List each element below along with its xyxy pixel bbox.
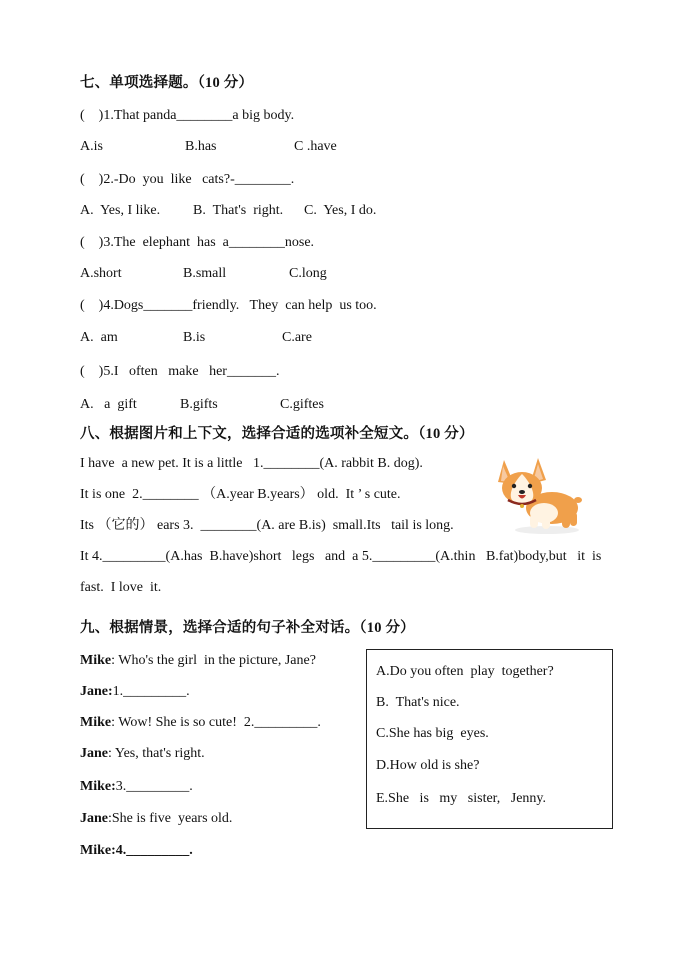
- dialog-text: 3._________.: [115, 779, 193, 794]
- q5-option-c: C.giftes: [280, 397, 324, 412]
- passage-line-2: It is one 2.________ （A.year B.years） old. It ’ s cute.: [80, 487, 401, 502]
- dialog-text: : Who's the girl in the picture, Jane?: [111, 653, 316, 668]
- question-1: ( )1.That panda________a big body.: [80, 108, 295, 123]
- q2-option-a: A. Yes, I like.: [80, 203, 161, 218]
- dialog-text: : Wow! She is so cute! 2._________.: [111, 715, 321, 730]
- dialog-text: _________.: [126, 843, 193, 858]
- dialog-text: : Yes, that's right.: [108, 746, 205, 761]
- q1-option-a: A.is: [80, 139, 103, 154]
- q4-option-a: A. am: [80, 330, 118, 345]
- dialog-line-2: [80, 683, 190, 701]
- passage-line-4: It 4._________(A.has B.have)short legs and a 5._________(A.thin B.fat)body,but it is: [80, 549, 602, 564]
- option-e: E.She is my sister, Jenny.: [376, 791, 547, 806]
- speaker: Mike: [80, 715, 112, 730]
- option-c: C.She has big eyes.: [376, 726, 489, 741]
- option-a: A.Do you often play together?: [376, 664, 554, 679]
- speaker: Mike:: [80, 779, 116, 794]
- dialog-line-6: [80, 810, 232, 828]
- speaker: Mike: [80, 653, 112, 668]
- dialog-text: :She is five years old.: [108, 811, 233, 826]
- question-4: ( )4.Dogs_______friendly. They can help us too.: [80, 298, 377, 313]
- passage-line-5: fast. I love it.: [80, 580, 162, 595]
- section8-heading: 八、根据图片和上下文，选择合适的选项补全短文。（10 分）: [80, 426, 474, 442]
- dialog-line-3: [80, 714, 321, 732]
- q3-option-b: B.small: [183, 266, 227, 281]
- question-2: ( )2.-Do you like cats?-________.: [80, 172, 295, 187]
- speaker: Jane:: [80, 684, 113, 699]
- speaker: Mike:4.: [80, 843, 127, 858]
- q4-option-b: B.is: [183, 330, 206, 345]
- q4-option-c: C.are: [282, 330, 312, 345]
- q2-option-b: B. That's right.: [193, 203, 284, 218]
- q3-option-c: C.long: [289, 266, 327, 281]
- dialog-line-5: [80, 778, 193, 796]
- q2-option-c: C. Yes, I do.: [304, 203, 377, 218]
- q1-option-b: B.has: [185, 139, 217, 154]
- dialog-line-4: [80, 745, 205, 763]
- passage-line-3: Its （它的） ears 3. ________(A. are B.is) small.Its tail is long.: [80, 518, 454, 533]
- q1-option-c: C .have: [294, 139, 337, 154]
- section7-heading: 七、单项选择题。（10 分）: [80, 75, 254, 91]
- q3-option-a: A.short: [80, 266, 122, 281]
- option-b: B. That's nice.: [376, 695, 460, 710]
- dialog-line-7: [80, 842, 193, 860]
- question-3: ( )3.The elephant has a________nose.: [80, 235, 315, 250]
- option-d: D.How old is she?: [376, 758, 480, 773]
- speaker: Jane: [80, 811, 108, 826]
- speaker: Jane: [80, 746, 108, 761]
- question-5: ( )5.I often make her_______.: [80, 364, 280, 379]
- options-box: [366, 649, 613, 829]
- passage-line-1: I have a new pet. It is a little 1.________(A. rabbit B. dog).: [80, 456, 423, 471]
- section9-heading: 九、根据情景，选择合适的句子补全对话。（10 分）: [80, 620, 415, 636]
- corgi-dog-illustration: [492, 452, 584, 536]
- dialog-line-1: [80, 652, 316, 670]
- q5-option-b: B.gifts: [180, 397, 218, 412]
- dialog-text: 1._________.: [112, 684, 190, 699]
- q5-option-a: A. a gift: [80, 397, 137, 412]
